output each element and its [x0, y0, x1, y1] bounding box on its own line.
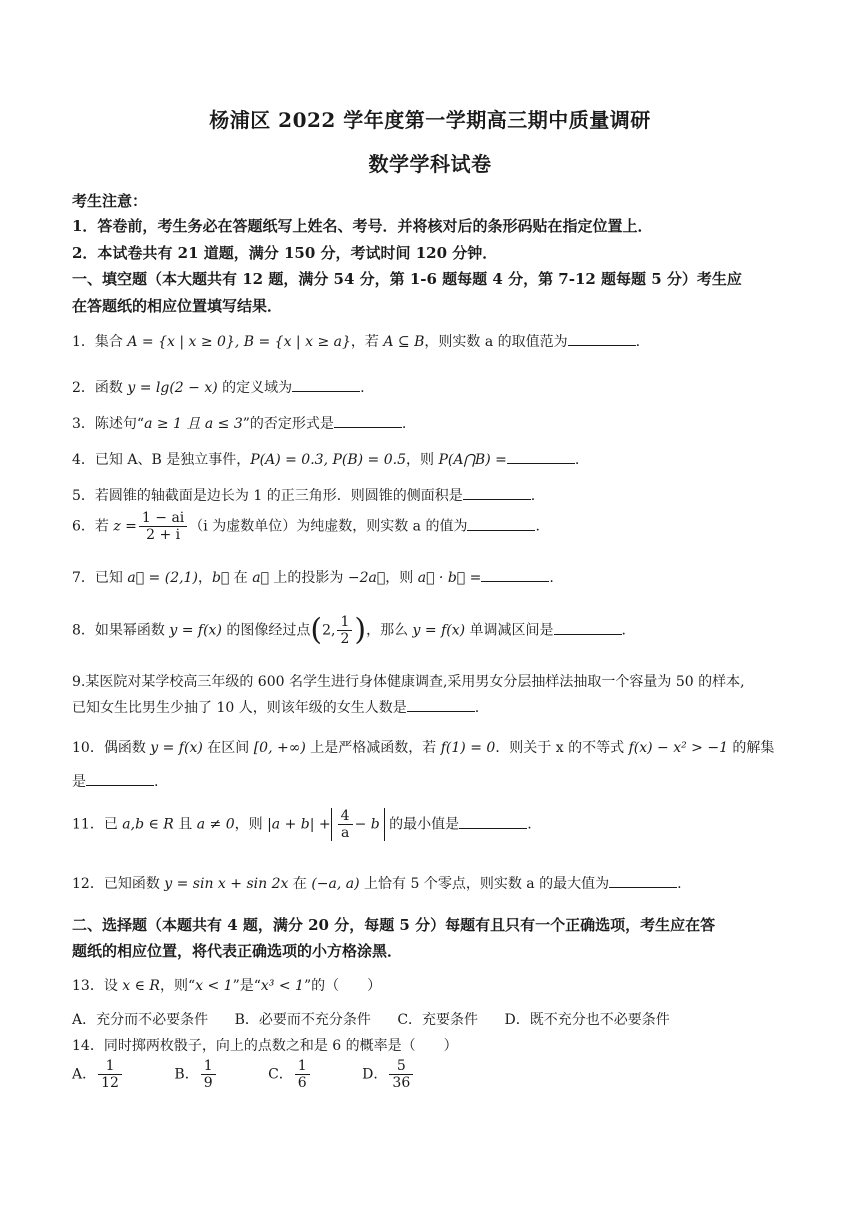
q14-option-d-num: 5	[389, 1058, 413, 1075]
answer-blank[interactable]	[568, 331, 636, 346]
question-7	[72, 566, 802, 590]
q13-option-a[interactable]: A．充分而不必要条件	[72, 1012, 209, 1028]
q6-numerator: 1 − ai	[139, 510, 187, 527]
q7-math3: a⃗	[252, 570, 269, 586]
q11-math2: a ≠ 0	[196, 816, 235, 833]
q1-math: A = {x | x ≥ 0}, B = {x | x ≥ a}	[127, 334, 351, 350]
q14-option-d-den: 36	[392, 1075, 411, 1091]
q14-option-c[interactable]	[268, 1058, 312, 1091]
q14-option-d-fraction	[389, 1058, 413, 1091]
question-12	[72, 872, 802, 896]
question-5	[72, 484, 802, 508]
q8-math: y = f(x)	[169, 622, 222, 639]
q11-prefix: 11．已	[72, 816, 123, 833]
q10-suffix: 的解集	[727, 740, 775, 756]
q10-mid: 在区间	[202, 740, 254, 756]
notice-item-2: 2．本试卷共有 21 道题，满分 150 分，考试时间 120 分钟．	[72, 244, 498, 262]
q8-mid2: ，那么	[366, 622, 413, 639]
q14-option-a-label: A．	[72, 1066, 97, 1083]
end-mark: .	[527, 816, 532, 833]
right-paren: )	[354, 612, 367, 648]
question-13	[72, 974, 802, 998]
end-mark: .	[621, 622, 626, 639]
q14-option-b-num: 1	[201, 1058, 216, 1075]
q7-math4: −2a⃗	[347, 570, 386, 586]
q11-suffix: 的最小值是	[384, 816, 460, 833]
section1-heading-line2: 在答题纸的相应位置填写结果．	[72, 297, 283, 315]
question-6	[72, 510, 802, 543]
q6-lhs: z =	[113, 518, 137, 535]
q11-fraction	[338, 808, 353, 841]
q7-math2: b⃗	[211, 570, 230, 586]
end-mark: .	[530, 488, 536, 504]
question-8	[72, 614, 802, 647]
q13-math: x ∈ R	[122, 978, 160, 994]
q1-mid: ，若	[350, 334, 384, 350]
q14-option-a-den: 12	[101, 1075, 119, 1091]
q14-option-d-label: D．	[362, 1066, 388, 1083]
q14-option-c-den: 6	[297, 1075, 307, 1091]
answer-blank[interactable]	[554, 620, 622, 635]
q14-options	[72, 1058, 461, 1091]
q12-math2: (−a, a)	[311, 876, 360, 892]
q10-mid3: ．则关于 x 的不等式	[495, 740, 629, 756]
end-mark: .	[677, 876, 682, 892]
q9-line1: 9.某医院对某学校高三年级的 600 名学生进行身体健康调查,采用男女分层抽样法抽取一个容量为 50 的样本,	[72, 674, 745, 690]
answer-blank[interactable]	[507, 449, 575, 464]
answer-blank[interactable]	[463, 485, 531, 500]
q14-option-b-label: B．	[174, 1066, 199, 1083]
q7-prefix: 7．已知	[72, 570, 128, 586]
section2-heading-line1: 二、选择题（本题共有 4 题，满分 20 分，每题 5 分）每题有且只有一个正确选项，考生应在答	[72, 916, 716, 934]
answer-blank[interactable]	[292, 377, 360, 392]
q14-option-d[interactable]	[362, 1058, 415, 1091]
end-mark: .	[635, 334, 641, 350]
q7-mid: ，	[197, 570, 212, 586]
answer-blank[interactable]	[407, 697, 475, 712]
q10-math: y = f(x)	[150, 740, 203, 756]
q14-option-a-fraction	[98, 1058, 122, 1091]
q10-math3: f(1) = 0	[440, 740, 496, 756]
q14-option-b-fraction	[201, 1058, 216, 1091]
q14-option-c-num: 1	[295, 1058, 310, 1075]
q8-suffix: 单调减区间是	[465, 622, 554, 639]
q14-text: 14．同时掷两枚骰子，向上的点数之和是 6 的概率是（ ）	[72, 1038, 458, 1054]
q3-suffix: ”的否定形式是	[242, 416, 334, 432]
q11-numerator: 4	[338, 808, 353, 825]
left-paren: (	[310, 612, 323, 648]
q8-math2: y = f(x)	[412, 622, 466, 639]
q10-math4: f(x) − x² > −1	[628, 740, 728, 756]
q13-option-d[interactable]: D．既不充分也不必要条件	[504, 1012, 670, 1028]
q8-fraction	[337, 614, 352, 647]
q13-prefix: 13．设	[72, 978, 123, 994]
end-mark: .	[574, 452, 580, 468]
q6-suffix: （i 为虚数单位）为纯虚数，则实数 a 的值为	[189, 518, 468, 535]
q14-option-c-label: C．	[268, 1066, 293, 1083]
q11-mid2: ，则	[234, 816, 268, 833]
q8-denominator: 2	[340, 631, 350, 647]
q2-prefix: 2．函数	[72, 380, 128, 396]
section2-heading-line2: 题纸的相应位置，将代表正确选项的小方格涂黑．	[72, 942, 403, 960]
answer-blank[interactable]	[467, 516, 535, 531]
section1-heading-line1: 一、填空题（本大题共有 12 题，满分 54 分，第 1-6 题每题 4 分，第 7-12 题每题 5 分）考生应	[72, 270, 742, 288]
q6-denominator: 2 + i	[146, 527, 181, 543]
q12-mid: 在	[288, 876, 312, 892]
question-4	[72, 448, 802, 472]
q7-math: a⃗ = (2,1)	[127, 570, 198, 586]
q4-prefix: 4．已知 A、B 是独立事件，	[72, 452, 251, 468]
q14-option-a[interactable]	[72, 1058, 124, 1091]
q6-fraction	[139, 510, 187, 543]
q8-numerator: 1	[337, 614, 352, 631]
q6-prefix: 6．若	[72, 518, 114, 535]
q11-denominator: a	[340, 825, 350, 841]
question-10	[72, 736, 802, 794]
notice-heading: 考生注意：	[72, 192, 148, 210]
q14-option-b[interactable]	[174, 1058, 217, 1091]
answer-blank[interactable]	[481, 567, 549, 582]
q13-suffix: ”的（ ）	[303, 978, 382, 994]
q11-mid: 且	[173, 816, 197, 833]
q13-math2: x < 1	[195, 978, 233, 994]
q8-prefix: 8．如果幂函数	[72, 622, 170, 639]
q3-math: a ≥ 1 且 a ≤ 3	[144, 416, 243, 432]
question-14	[72, 1034, 802, 1058]
q4-mid: ，则	[406, 452, 439, 468]
q11-math3: |a + b| +	[267, 816, 331, 833]
end-mark: .	[549, 570, 554, 586]
question-2	[72, 376, 802, 400]
end-mark: .	[154, 774, 159, 790]
q10-prefix: 10．偶函数	[72, 740, 151, 756]
answer-blank[interactable]	[609, 873, 677, 888]
q13-option-b[interactable]: B．必要而不充分条件	[234, 1012, 371, 1028]
q13-mid2: ”是“	[232, 978, 261, 994]
q11-abs-tail: − b	[354, 816, 380, 833]
q13-math3: x³ < 1	[260, 978, 304, 994]
q9-line2: 已知女生比男生少抽了 10 人，则该年级的女生人数是	[72, 700, 407, 716]
q13-mid: ，则“	[159, 978, 196, 994]
q13-options	[72, 1008, 802, 1032]
exam-subtitle: 数学学科试卷	[368, 152, 492, 176]
q14-option-b-den: 9	[203, 1075, 213, 1091]
q14-option-a-num: 1	[98, 1058, 122, 1075]
q11-math: a,b ∈ R	[122, 816, 174, 833]
q14-option-c-fraction	[295, 1058, 310, 1091]
q7-mid3: 上的投影为	[268, 570, 348, 586]
q4-math: P(A) = 0.3, P(B) = 0.5	[250, 452, 406, 468]
q7-mid4: ，则	[385, 570, 418, 586]
q8-point-a: 2,	[322, 622, 336, 639]
q4-math2: P(A⋂B) =	[438, 452, 507, 468]
answer-blank[interactable]	[334, 413, 402, 428]
end-mark: .	[474, 700, 480, 716]
q7-math5: a⃗ · b⃗ =	[417, 570, 482, 586]
exam-title: 杨浦区 2022 学年度第一学期高三期中质量调研	[209, 108, 651, 132]
notice-item-1: 1．答卷前，考生务必在答题纸写上姓名、考号．并将核对后的条形码贴在指定位置上．	[72, 217, 653, 235]
end-mark: .	[360, 380, 365, 396]
q13-option-c[interactable]: C．充要条件	[397, 1012, 479, 1028]
q12-suffix: 上恰有 5 个零点，则实数 a 的最大值为	[359, 876, 610, 892]
q10-mid2: 上是严格减函数，若	[305, 740, 441, 756]
answer-blank[interactable]	[86, 771, 154, 786]
q10-math2: [0, +∞)	[253, 740, 306, 756]
q11-abs-value	[331, 808, 385, 841]
question-1	[72, 330, 802, 354]
q7-mid2: 在	[229, 570, 253, 586]
q5-text: 5．若圆锥的轴截面是边长为 1 的正三角形．则圆锥的侧面积是	[72, 488, 463, 504]
q10-line2: 是	[72, 774, 86, 790]
q1-suffix: ，则实数 a 的取值范为	[424, 334, 568, 350]
q12-math: y = sin x + sin 2x	[164, 876, 289, 892]
end-mark: .	[401, 416, 407, 432]
question-9	[72, 670, 802, 720]
question-3	[72, 412, 802, 436]
question-11	[72, 808, 802, 841]
q2-math: y = lg(2 − x)	[127, 380, 218, 396]
q2-suffix: 的定义域为	[217, 380, 293, 396]
q3-prefix: 3．陈述句“	[72, 416, 145, 432]
q1-math2: A ⊆ B	[383, 334, 425, 350]
q8-mid: 的图像经过点	[221, 622, 311, 639]
q12-prefix: 12．已知函数	[72, 876, 165, 892]
end-mark: .	[535, 518, 540, 535]
answer-blank[interactable]	[459, 814, 527, 829]
q1-prefix: 1．集合	[72, 334, 128, 350]
